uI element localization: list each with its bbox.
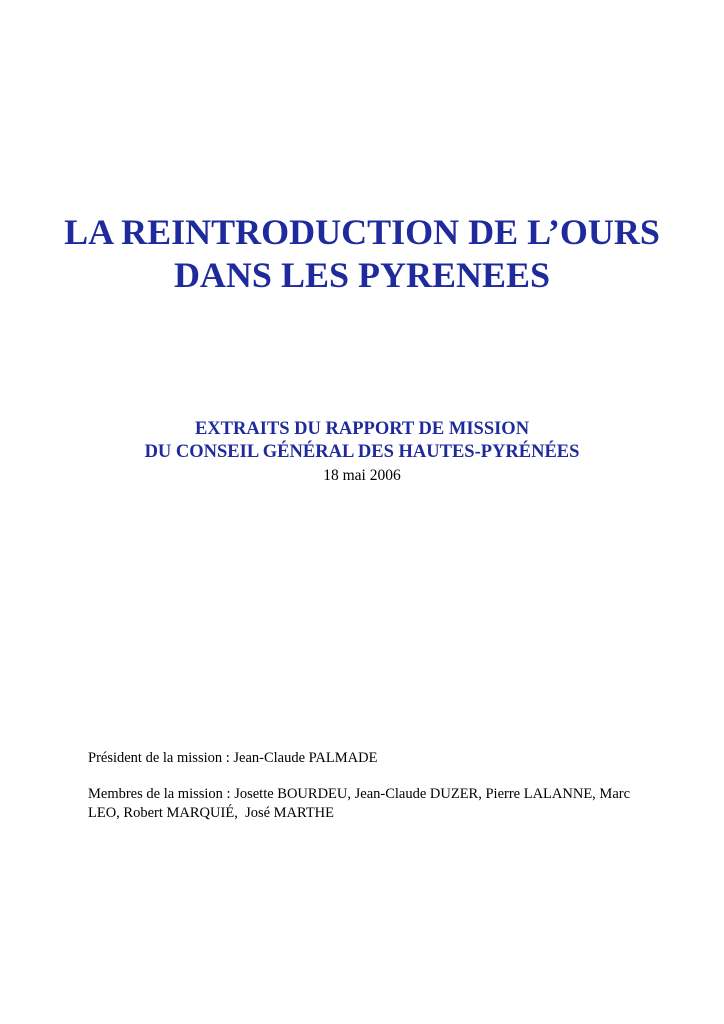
report-date: 18 mai 2006 — [323, 467, 401, 484]
mission-president: Président de la mission : Jean-Claude PALMADE — [88, 750, 378, 766]
document-subtitle — [0, 418, 724, 464]
mission-members: Membres de la mission : Josette BOURDEU, Jean-Claude DUZER, Pierre LALANNE, Marc LEO, Robert MARQUIÉ, José MARTHE — [88, 786, 634, 821]
subtitle-line-1: EXTRAITS DU RAPPORT DE MISSION — [194, 419, 530, 439]
mission-credits — [88, 749, 648, 840]
subtitle-line-2: DU CONSEIL GÉNÉRAL DES HAUTES-PYRÉNÉES — [144, 442, 580, 462]
title-line-2: DANS LES PYRENEES — [173, 255, 551, 295]
document-title — [0, 211, 724, 297]
title-line-1: LA REINTRODUCTION DE L’OURS — [64, 212, 660, 252]
